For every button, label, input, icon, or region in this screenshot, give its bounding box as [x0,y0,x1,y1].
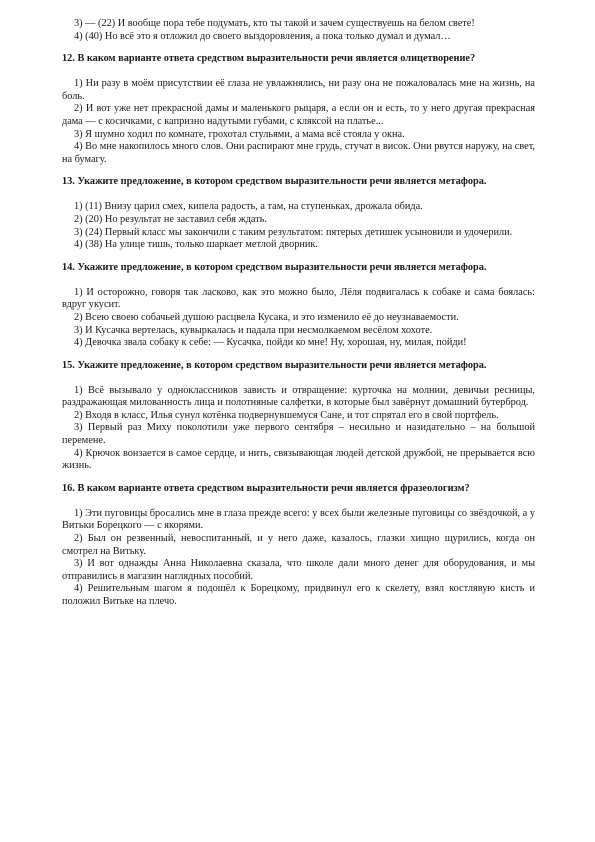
option: 4) (38) На улице тишь, только шаркает метлой дворник. [74,239,318,251]
option: 3) И Кусачка вертелась, кувыркалась и падала при несмолкаемом весёлом хохоте. [74,324,433,336]
option: 1) И осторожно, говоря так ласково, как это можно было, Лёля подвигалась к собаке и сама боялась: вдруг укусит. [62,286,535,311]
option: 3) Первый раз Миху поколотили уже первого сентября – несильно и назидательно – на большой перемене. [62,422,535,447]
option: 4) Решительным шагом я подошёл к Борецкому, придвинул его к скелету, взял костлявую кисть и положил Витьке на плечо. [62,583,535,607]
option: 1) Ни разу в моём присутствии её глаза не увлажнялись, ни разу она не пожаловалась мне на жизнь, на боль. [62,78,535,102]
document-page [62,18,535,609]
question-14 [62,261,535,350]
question-title: 12. В каком варианте ответа средством выразительности речи является олицетворение? [62,53,476,65]
option: 3) (24) Первый класс мы закончили с таким результатом: пятерых детишек усыновили и удочерили. [74,226,513,238]
top-options [62,18,535,43]
question-title: 16. В каком варианте ответа средством выразительности речи является фразеологизм? [62,482,470,494]
question-15 [62,359,535,473]
option: 2) Всею своею собачьей душою расцвела Кусака, и это изменило её до неузнаваемости. [74,311,459,323]
question-13 [62,175,535,251]
option: 3) — (22) И вообще пора тебе подумать, кто ты такой и зачем существуешь на белом свете! [74,18,475,29]
option: 2) Был он резвенный, невоспитанный, и у него даже, казалось, глазки хищно щурились, когда он смотрел на Витьку. [62,533,535,557]
option: 3) Я шумно ходил по комнате, грохотал стульями, а мама всё стояла у окна. [74,128,405,140]
option: 4) (40) Но всё это я отложил до своего выздоровления, а пока только думал и думал… [74,30,451,42]
option: 1) Всё вызывало у одноклассников зависть и отвращение: курточка на молнии, девичьи ресницы, раздражающая милованность лица и полотняные салфетки, в которые был завёрнут домашний бутерброд. [62,384,535,409]
option: 4) Крючок вонзается в самое сердце, и нить, связывающая людей детской дружбой, не прерывается всю жизнь. [62,447,535,472]
option: 2) И вот уже нет прекрасной дамы и маленького рыцаря, а если он и есть, то у него другая прекрасная дама — с косичками, с капризно надутыми губами, с кляксой на платье... [62,103,535,127]
option: 1) Эти пуговицы бросались мне в глаза прежде всего: у всех были железные пуговицы со звёздочкой, а у Витьки Борецкого — с якорями. [62,507,535,532]
question-title: 15. Укажите предложение, в котором средством выразительности речи является метафора. [62,359,487,371]
question-16 [62,482,535,609]
question-12 [62,52,535,166]
option: 3) И вот однажды Анна Николаевна сказала, что школе дали много денег для оборудования, и мы отправились в магазин наглядных пособий. [62,558,535,582]
question-title: 14. Укажите предложение, в котором средством выразительности речи является метафора. [62,261,487,273]
option: 4) Во мне накопилось много слов. Они распирают мне грудь, стучат в висок. Они рвутся наружу, на свет, на бумагу. [62,141,535,165]
option: 2) (20) Но результат не заставил себя ждать. [74,213,268,225]
option: 2) Входя в класс, Илья сунул котёнка подвернувшемуся Сане, и тот спрятал его в свой портфель. [74,409,499,421]
question-title: 13. Укажите предложение, в котором средством выразительности речи является метафора. [62,176,487,188]
option: 4) Девочка звала собаку к себе: — Кусачка, пойди ко мне! Ну, хорошая, ну, милая, пойди! [74,337,467,349]
option: 1) (11) Внизу царил смех, кипела радость, а там, на ступеньках, дрожала обида. [74,201,423,213]
